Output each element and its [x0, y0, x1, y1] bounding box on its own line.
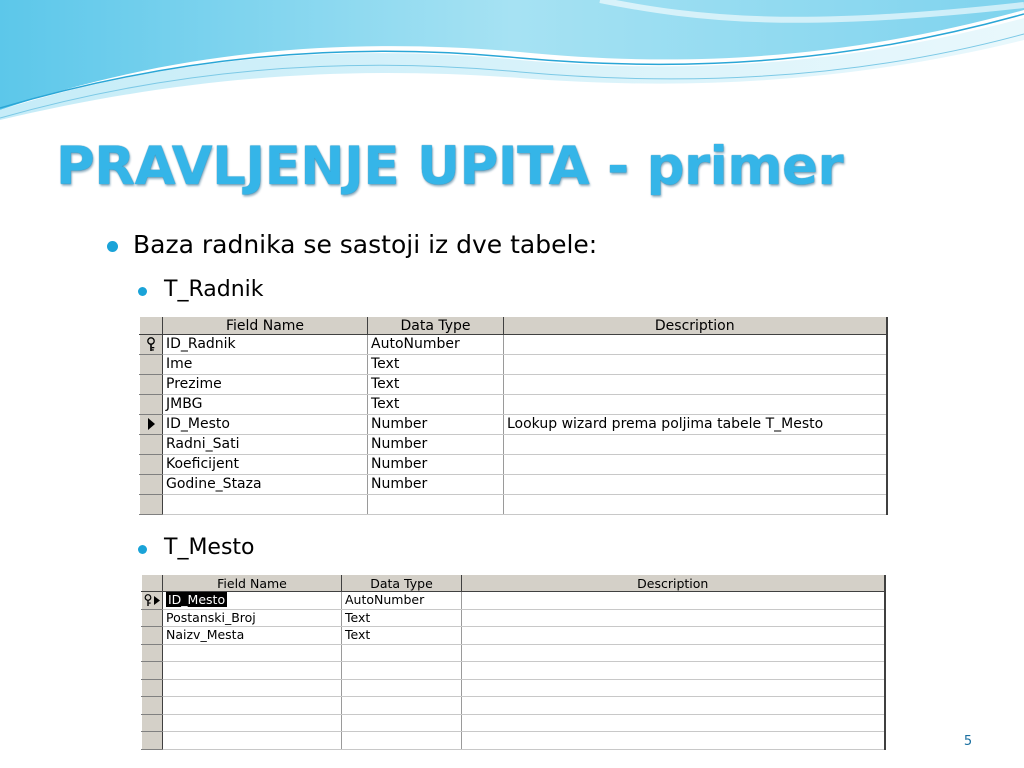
data-type-cell[interactable]: Number	[368, 415, 504, 435]
row-selector[interactable]	[140, 435, 163, 455]
corner-header-cell	[142, 574, 163, 592]
corner-header-cell	[140, 316, 163, 335]
description-cell[interactable]	[462, 714, 885, 732]
current-row-arrow-icon	[146, 417, 156, 431]
data-type-cell[interactable]	[342, 697, 462, 715]
row-selector[interactable]	[140, 395, 163, 415]
row-selector[interactable]	[142, 592, 163, 610]
description-cell[interactable]	[504, 455, 887, 475]
data-type-cell[interactable]	[342, 732, 462, 750]
bullet-intro-text: Baza radnika se sastoji iz dve tabele:	[133, 230, 598, 259]
row-selector[interactable]	[142, 644, 163, 662]
field-name-cell[interactable]: JMBG	[163, 395, 368, 415]
data-type-cell[interactable]	[342, 714, 462, 732]
column-header-data-type[interactable]: Data Type	[368, 316, 504, 335]
row-selector[interactable]	[140, 375, 163, 395]
column-header-description[interactable]: Description	[504, 316, 887, 335]
bullet-dot-icon	[138, 287, 147, 296]
field-name-cell[interactable]	[163, 697, 342, 715]
table-design-grid-t-mesto	[141, 573, 886, 750]
field-name-cell[interactable]	[163, 662, 342, 680]
field-name-cell[interactable]: ID_Radnik	[163, 335, 368, 355]
primary-key-icon	[145, 337, 157, 352]
data-type-cell[interactable]	[342, 662, 462, 680]
table-row[interactable]	[140, 475, 887, 495]
row-selector[interactable]	[142, 732, 163, 750]
description-cell[interactable]	[504, 335, 887, 355]
table-header-row	[140, 316, 887, 335]
column-header-field-name[interactable]: Field Name	[163, 316, 368, 335]
table-row[interactable]	[140, 435, 887, 455]
data-type-cell[interactable]: AutoNumber	[342, 592, 462, 610]
description-cell[interactable]	[462, 679, 885, 697]
field-name-cell[interactable]: Naizv_Mesta	[163, 627, 342, 645]
row-selector[interactable]	[140, 355, 163, 375]
selected-field-text[interactable]: ID_Mesto	[168, 592, 226, 608]
table-design-grid-t-radnik	[139, 315, 888, 515]
description-cell[interactable]	[462, 697, 885, 715]
slide-title: PRAVLJENJE UPITA - primer	[56, 136, 844, 197]
data-type-cell[interactable]: Number	[368, 475, 504, 495]
description-cell[interactable]	[462, 592, 885, 610]
field-name-cell[interactable]	[163, 679, 342, 697]
data-type-cell[interactable]	[342, 679, 462, 697]
column-header-description[interactable]: Description	[462, 574, 885, 592]
data-type-cell[interactable]	[368, 495, 504, 515]
field-name-cell[interactable]	[163, 644, 342, 662]
data-type-cell[interactable]: Text	[368, 355, 504, 375]
description-cell[interactable]: Lookup wizard prema poljima tabele T_Mesto	[504, 415, 887, 435]
bullet-dot-icon	[107, 241, 118, 252]
table-row[interactable]	[142, 644, 885, 662]
table-row[interactable]	[142, 714, 885, 732]
description-cell[interactable]	[504, 495, 887, 515]
bullet-dot-icon	[138, 545, 147, 554]
data-type-cell[interactable]: Text	[342, 609, 462, 627]
description-cell[interactable]	[504, 475, 887, 495]
data-type-cell[interactable]	[342, 644, 462, 662]
row-selector[interactable]	[142, 714, 163, 732]
table-row[interactable]	[142, 627, 885, 645]
table-row[interactable]	[140, 395, 887, 415]
field-name-cell[interactable]	[163, 714, 342, 732]
description-cell[interactable]	[462, 627, 885, 645]
row-selector[interactable]	[140, 495, 163, 515]
primary-key-arrow-icon	[143, 594, 161, 607]
data-type-cell[interactable]: Text	[368, 395, 504, 415]
description-cell[interactable]	[462, 732, 885, 750]
field-name-cell[interactable]: Ime	[163, 355, 368, 375]
column-header-field-name[interactable]: Field Name	[163, 574, 342, 592]
description-cell[interactable]	[504, 355, 887, 375]
table-row[interactable]	[142, 732, 885, 750]
field-name-cell[interactable]: Postanski_Broj	[163, 609, 342, 627]
field-name-cell[interactable]: Prezime	[163, 375, 368, 395]
table-row[interactable]	[140, 455, 887, 475]
table-row[interactable]	[142, 592, 885, 610]
table-row[interactable]	[142, 662, 885, 680]
bullet-table2-text: T_Mesto	[164, 535, 255, 560]
field-name-cell[interactable]: Koeficijent	[163, 455, 368, 475]
table-row[interactable]	[142, 697, 885, 715]
bullet-table1-text: T_Radnik	[164, 277, 264, 302]
row-selector[interactable]	[140, 335, 163, 355]
page-number: 5	[963, 734, 973, 749]
row-selector[interactable]	[142, 627, 163, 645]
data-type-cell[interactable]: Number	[368, 435, 504, 455]
field-name-cell[interactable]	[163, 732, 342, 750]
field-name-cell[interactable]: ID_Mesto	[163, 415, 368, 435]
data-type-cell[interactable]: Text	[342, 627, 462, 645]
table-header-row	[142, 574, 885, 592]
field-name-cell[interactable]	[163, 495, 368, 515]
row-selector[interactable]	[140, 475, 163, 495]
data-type-cell[interactable]: Text	[368, 375, 504, 395]
description-cell[interactable]	[462, 644, 885, 662]
table-row[interactable]	[142, 679, 885, 697]
row-selector[interactable]	[142, 679, 163, 697]
table-row[interactable]	[140, 375, 887, 395]
row-selector[interactable]	[142, 697, 163, 715]
description-cell[interactable]	[504, 375, 887, 395]
row-selector[interactable]	[140, 415, 163, 435]
description-cell[interactable]	[462, 662, 885, 680]
description-cell[interactable]	[462, 609, 885, 627]
field-name-cell[interactable]: Radni_Sati	[163, 435, 368, 455]
description-cell[interactable]	[504, 435, 887, 455]
field-name-cell[interactable]: Godine_Staza	[163, 475, 368, 495]
table-row[interactable]	[140, 415, 887, 435]
header-wave-decoration	[0, 0, 1024, 130]
column-header-data-type[interactable]: Data Type	[342, 574, 462, 592]
row-selector[interactable]	[142, 662, 163, 680]
data-type-cell[interactable]: AutoNumber	[368, 335, 504, 355]
table-row[interactable]	[140, 335, 887, 355]
field-name-cell[interactable]	[163, 592, 342, 610]
row-selector[interactable]	[140, 455, 163, 475]
table-row[interactable]	[140, 355, 887, 375]
row-selector[interactable]	[142, 609, 163, 627]
description-cell[interactable]	[504, 395, 887, 415]
table-row[interactable]	[140, 495, 887, 515]
table-row[interactable]	[142, 609, 885, 627]
data-type-cell[interactable]: Number	[368, 455, 504, 475]
